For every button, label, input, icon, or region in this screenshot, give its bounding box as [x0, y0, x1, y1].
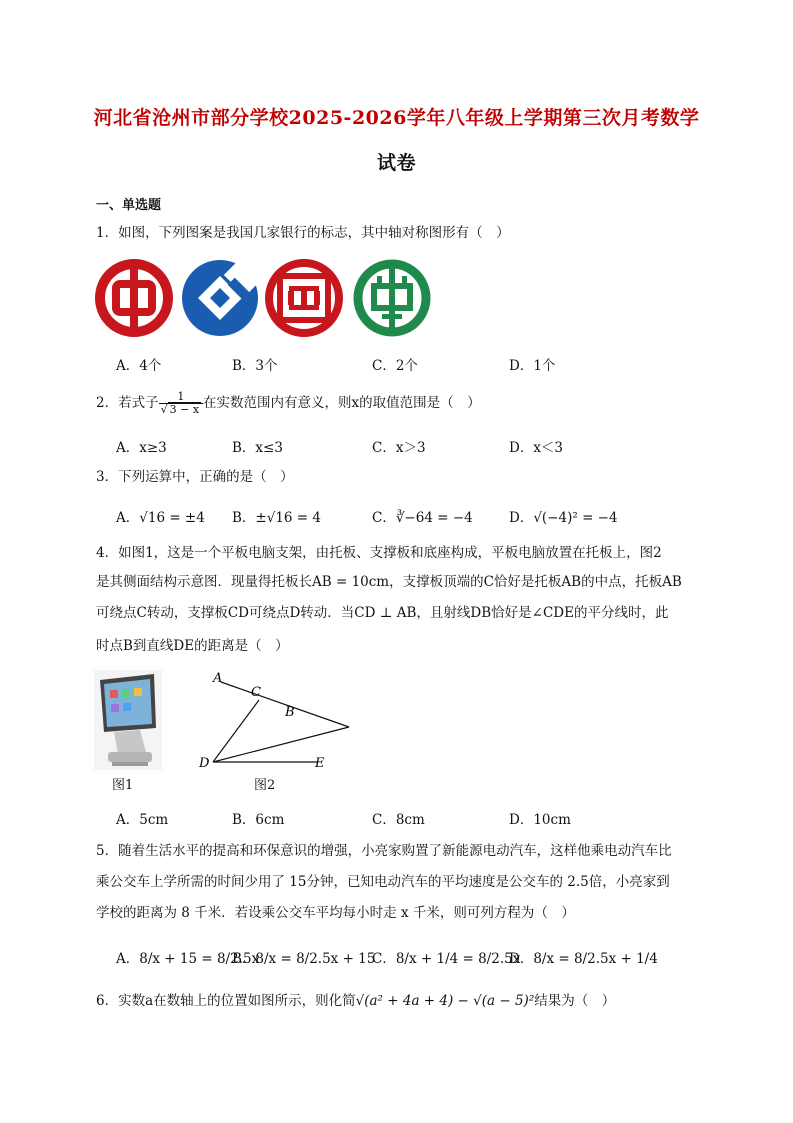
question-3-options — [116, 506, 716, 528]
point-label-e: E — [315, 756, 325, 770]
agricultural-bank-logo — [358, 264, 426, 332]
q3-option-b[interactable]: B．±√16 = 4 — [232, 510, 321, 526]
question-2-options — [116, 436, 716, 458]
figure-1-caption: 图1 — [112, 778, 134, 793]
question-5-stem-line1: 5．随着生活水平的提高和环保意识的增强，小亮家购置了新能源电动汽车，这样他乘电动汽车比 — [96, 843, 672, 859]
question-1-options — [116, 354, 716, 376]
q5-option-a[interactable]: A．8/x + 15 = 8/2.5x — [116, 951, 260, 967]
question-6-stem — [96, 986, 706, 1017]
figure-2-caption: 图2 — [254, 778, 276, 793]
question-5-stem-line3: 学校的距离为 8 千米．若设乘公交车平均每小时走 x 千米，则可列方程为（ ） — [96, 905, 575, 921]
q2-option-a[interactable]: A．x≥3 — [116, 440, 167, 456]
question-4-stem-line3: 可绕点C转动，支撑板CD可绕点D转动．当CD ⊥ AB，且射线DB恰好是∠CDE的平分线时，此 — [96, 605, 669, 621]
q5-option-c[interactable]: C．8/x + 1/4 = 8/2.5x — [372, 951, 521, 967]
tablet-stand-photo — [94, 670, 162, 770]
geometry-diagram — [199, 670, 359, 770]
point-label-b: B — [285, 705, 295, 720]
point-label-d: D — [199, 756, 210, 770]
point-label-a: A — [213, 671, 223, 686]
q2-option-b[interactable]: B．x≤3 — [232, 440, 283, 456]
q6-stem-suffix: 结果为（ ） — [534, 993, 616, 1009]
q2-fraction-denominator: 3 − x — [169, 403, 200, 416]
q1-option-b[interactable]: B．3个 — [232, 358, 278, 374]
question-4-options — [116, 808, 716, 830]
q4-option-a[interactable]: A．5cm — [116, 812, 169, 828]
q1-option-c[interactable]: C．2个 — [372, 358, 418, 374]
q4-option-b[interactable]: B．6cm — [232, 812, 285, 828]
point-label-c: C — [251, 685, 261, 700]
question-2-stem — [96, 388, 706, 419]
china-construction-bank-logo — [182, 258, 266, 336]
section-heading: 一、单选题 — [96, 198, 162, 213]
q2-stem-suffix: 在实数范围内有意义，则x的取值范围是（ ） — [203, 395, 481, 411]
q1-option-a[interactable]: A．4个 — [116, 358, 162, 374]
question-4-figures — [94, 670, 354, 795]
exam-title-line1: 河北省沧州市部分学校2025-2026学年八年级上学期第三次月考数学 — [93, 107, 700, 129]
q2-option-c[interactable]: C．x＞3 — [372, 440, 426, 456]
bank-logos-figure — [94, 258, 434, 338]
q3-option-d[interactable]: D．√(−4)² = −4 — [509, 510, 618, 526]
question-4-stem-line1: 4．如图1，这是一个平板电脑支架，由托板、支撑板和底座构成，平板电脑放置在托板上，图2 — [96, 545, 662, 561]
q2-stem-prefix: 2．若式子 — [96, 395, 159, 411]
question-1-stem: 1．如图，下列图案是我国几家银行的标志，其中轴对称图形有（ ） — [96, 225, 510, 241]
q4-option-d[interactable]: D．10cm — [509, 812, 571, 828]
q5-option-d[interactable]: D．8/x = 8/2.5x + 1/4 — [509, 951, 658, 967]
question-3-stem: 3．下列运算中，正确的是（ ） — [96, 469, 294, 485]
q2-option-d[interactable]: D．x＜3 — [509, 440, 564, 456]
icbc-logo — [269, 263, 339, 333]
question-5-stem-line2: 乘公交车上学所需的时间少用了 15分钟，已知电动汽车的平均速度是公交车的 2.5倍，小亮家到 — [96, 874, 670, 890]
question-4-stem-line2: 是其侧面结构示意图．现量得托板长AB = 10cm，支撑板顶端的C恰好是托板AB的中点，托板AB — [96, 574, 682, 590]
q2-fraction-numerator: 1 — [159, 391, 203, 404]
exam-title-line2: 试卷 — [376, 152, 416, 174]
q5-option-b[interactable]: B．8/x = 8/2.5x + 15 — [232, 951, 376, 967]
q6-expression: √(a² + 4a + 4) − √(a − 5)² — [355, 993, 535, 1009]
question-4-stem-line4: 时点B到直线DE的距离是（ ） — [96, 638, 289, 654]
question-5-options — [116, 947, 716, 969]
q4-option-c[interactable]: C．8cm — [372, 812, 425, 828]
bank-of-china-logo — [100, 262, 168, 334]
q3-option-c[interactable]: C．∛−64 = −4 — [372, 510, 473, 526]
q1-option-d[interactable]: D．1个 — [509, 358, 556, 374]
q3-option-a[interactable]: A．√16 = ±4 — [116, 510, 205, 526]
q6-stem-prefix: 6．实数a在数轴上的位置如图所示，则化简 — [96, 993, 356, 1009]
q2-fraction: $\frac{1}{√ 3 - x}$ — [159, 391, 203, 416]
